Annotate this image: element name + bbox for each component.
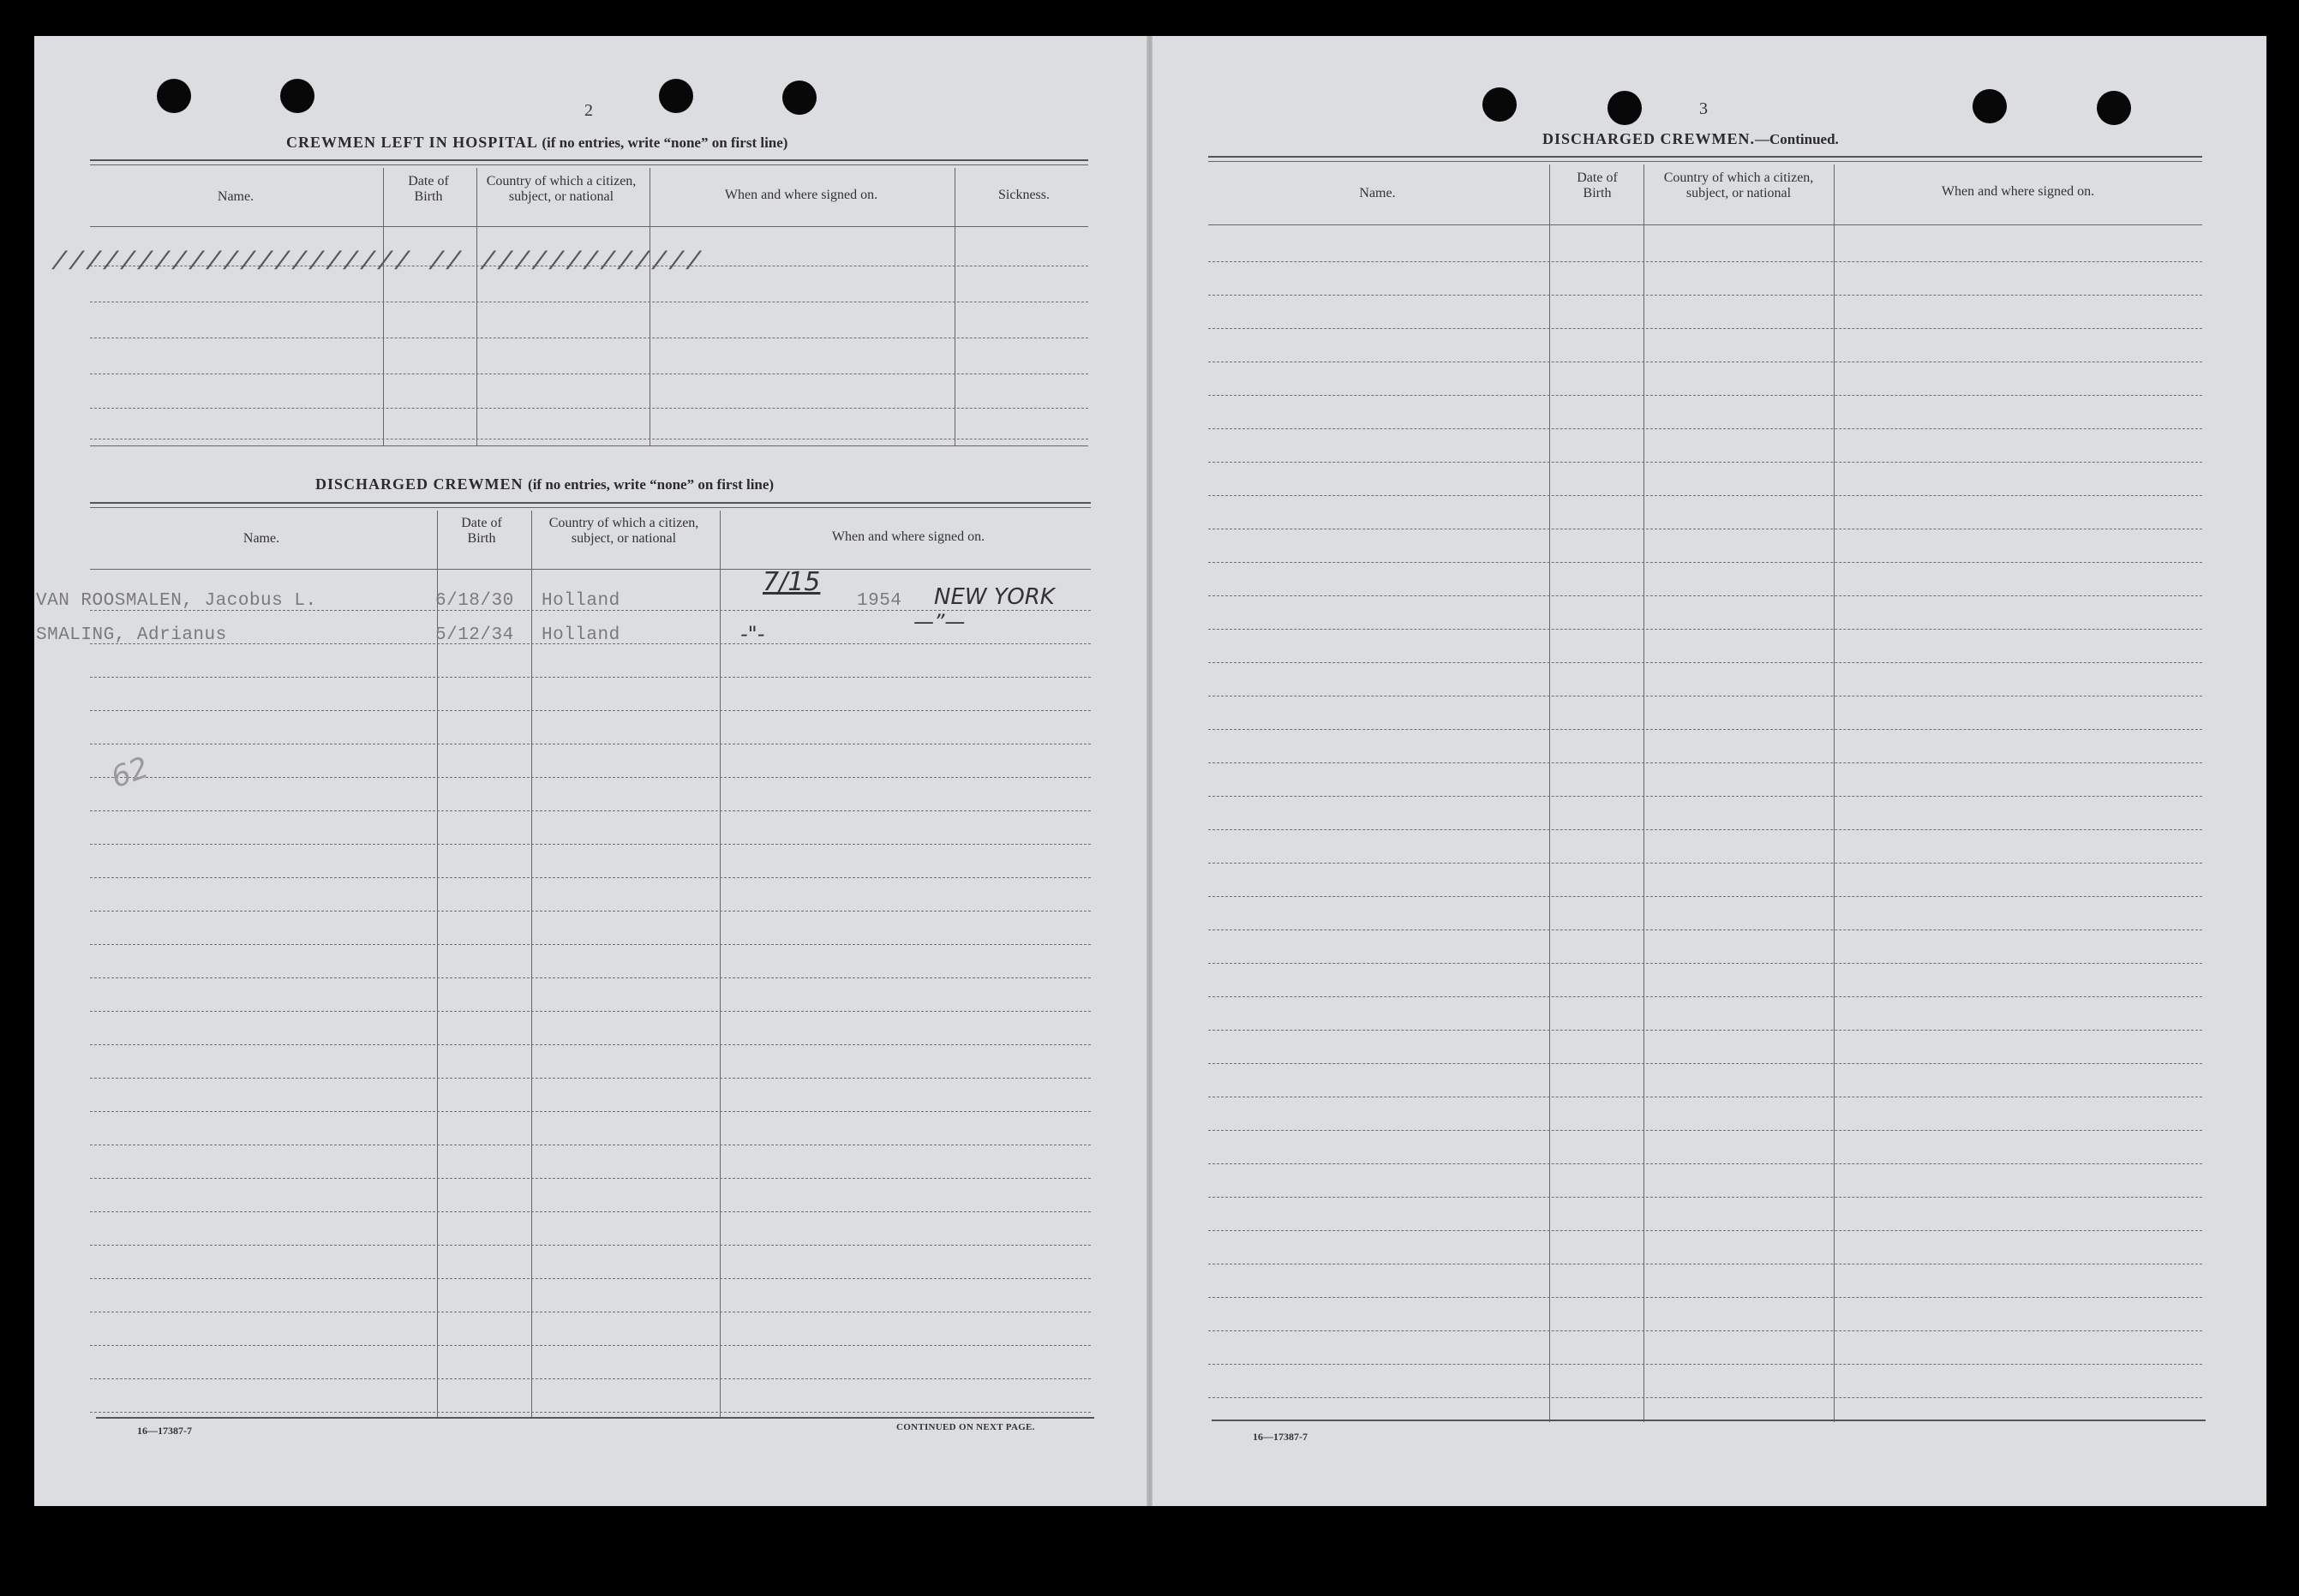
table-row-line — [90, 1245, 1091, 1246]
table-row-line — [90, 911, 1091, 912]
column-header-country: Country of which a citizen, subject, or national — [486, 174, 637, 204]
punch-hole — [659, 79, 693, 113]
crew-country: Holland — [542, 625, 620, 645]
table-row-line — [1208, 729, 2202, 730]
punch-hole — [2097, 91, 2131, 125]
column-header-signed-on: When and where signed on. — [1941, 184, 2095, 199]
table-row-line — [1208, 1330, 2202, 1331]
table-row-line — [90, 977, 1091, 978]
section-title-text: CREWMEN LEFT IN HOSPITAL — [286, 134, 537, 151]
table-row-line — [90, 1345, 1091, 1346]
table-row-line — [90, 677, 1091, 678]
table-row-line — [90, 1412, 1091, 1413]
punch-hole — [1482, 87, 1517, 122]
column-header-date-of-birth: Date of Birth — [1577, 170, 1618, 200]
crossed-out-entry: ///////////////////// // ///////////// — [51, 248, 703, 278]
table-row-line — [1208, 1197, 2202, 1198]
table-row-line — [90, 944, 1091, 945]
column-header-country: Country of which a citizen, subject, or national — [548, 516, 699, 546]
crew-dob: 6/18/30 — [435, 591, 514, 611]
column-header-name: Name. — [217, 189, 254, 204]
form-number: 16—17387-7 — [137, 1425, 192, 1437]
table-row-line — [90, 1378, 1091, 1379]
table-row-line — [90, 1078, 1091, 1079]
crew-name: VAN ROOSMALEN, Jacobus L. — [36, 591, 317, 611]
section-title-suffix: —Continued. — [1755, 131, 1839, 147]
signed-place: —”— — [913, 610, 966, 634]
table-row-line — [90, 777, 1091, 778]
table-row-line — [1208, 963, 2202, 964]
table-row-line — [1208, 395, 2202, 396]
table-row-line — [90, 1278, 1091, 1279]
punch-hole — [280, 79, 314, 113]
continued-note: CONTINUED ON NEXT PAGE. — [896, 1422, 1035, 1432]
table-row-line — [1208, 295, 2202, 296]
table-row-line — [1208, 1163, 2202, 1164]
punch-hole — [1608, 91, 1642, 125]
table-row-line — [1208, 629, 2202, 630]
table-row-line — [90, 1111, 1091, 1112]
table-row-line — [1208, 996, 2202, 997]
table-row-line — [90, 710, 1091, 711]
section-title-text: DISCHARGED CREWMEN — [315, 475, 524, 493]
column-header-signed-on: When and where signed on. — [831, 529, 985, 544]
crew-dob: 5/12/34 — [435, 625, 514, 645]
column-header-date-of-birth: Date of Birth — [461, 516, 502, 546]
table-row-line — [1208, 662, 2202, 663]
table-row-line — [1208, 863, 2202, 864]
table-row-line — [90, 877, 1091, 878]
section-title-text: DISCHARGED CREWMEN. — [1542, 130, 1756, 147]
table-row-line — [1208, 562, 2202, 563]
punch-hole — [782, 81, 817, 115]
table-row-line — [1208, 1397, 2202, 1398]
crew-country: Holland — [542, 591, 620, 611]
table-row-line — [1208, 428, 2202, 429]
form-number: 16—17387-7 — [1253, 1431, 1308, 1443]
section-title-discharged-continued — [1542, 130, 1839, 148]
punch-hole — [157, 79, 191, 113]
signed-place: NEW YORK — [934, 584, 1055, 610]
column-header-name: Name. — [242, 531, 280, 546]
right-page — [1152, 36, 2266, 1506]
column-header-name: Name. — [1359, 186, 1396, 200]
section-instruction: (if no entries, write “none” on first line) — [542, 134, 788, 151]
table-row-line — [90, 1211, 1091, 1212]
table-row-line — [1208, 1063, 2202, 1064]
table-row-line — [1208, 1297, 2202, 1298]
page-number: 2 — [584, 101, 593, 120]
section-instruction: (if no entries, write “none” on first line) — [528, 476, 775, 493]
margin-note: 62 — [106, 750, 153, 796]
page-number: 3 — [1699, 99, 1708, 118]
table-row-line — [90, 1178, 1091, 1179]
table-row-line — [1208, 1030, 2202, 1031]
signed-date-handwritten: -"- — [740, 622, 765, 646]
signed-year: 1954 — [857, 591, 902, 611]
table-row-line — [1208, 1364, 2202, 1365]
column-header-date-of-birth: Date of Birth — [408, 174, 449, 204]
section-title-hospital — [286, 134, 787, 152]
table-row-line — [1208, 595, 2202, 596]
section-title-discharged — [315, 475, 774, 493]
table-row-line — [1208, 762, 2202, 763]
table-row-line — [1208, 1230, 2202, 1231]
table-row-line — [1208, 462, 2202, 463]
column-header-signed-on: When and where signed on. — [724, 188, 878, 202]
table-row-line — [90, 1011, 1091, 1012]
table-row-line — [1208, 1130, 2202, 1131]
signed-date-handwritten: 7/15 — [763, 567, 821, 597]
table-row-line — [1208, 328, 2202, 329]
table-row-line — [1208, 495, 2202, 496]
column-header-sickness: Sickness. — [998, 188, 1050, 202]
table-row-line — [90, 844, 1091, 845]
table-row-line — [90, 1044, 1091, 1045]
table-row-line — [1208, 829, 2202, 830]
column-header-country: Country of which a citizen, subject, or national — [1663, 170, 1814, 200]
table-row-line — [1208, 896, 2202, 897]
table-row-line — [90, 810, 1091, 811]
table-row-line — [1208, 796, 2202, 797]
crew-name: SMALING, Adrianus — [36, 625, 227, 645]
table-row-line — [1208, 261, 2202, 262]
punch-hole — [1973, 89, 2007, 123]
